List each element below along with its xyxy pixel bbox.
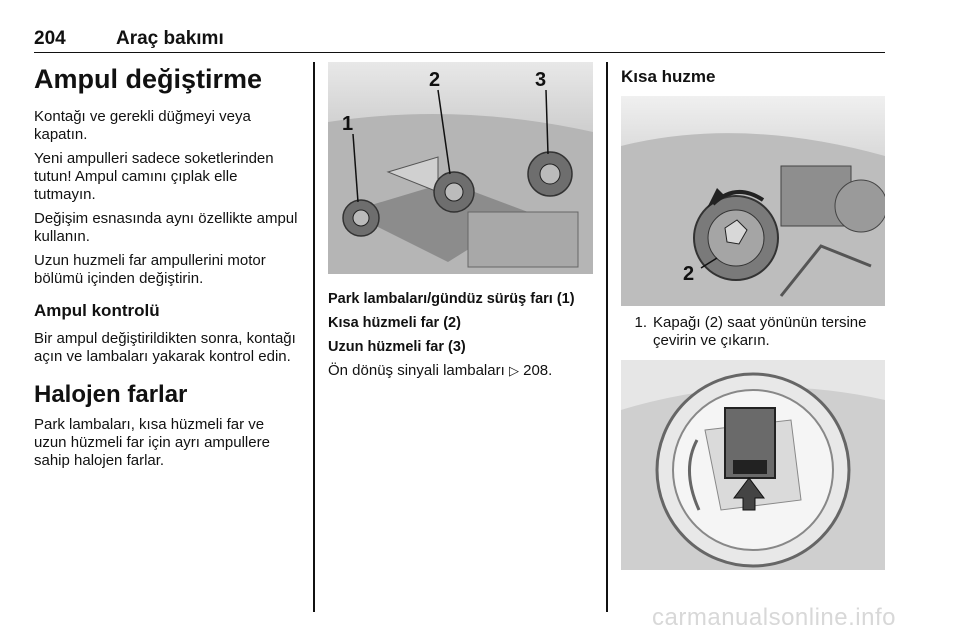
paragraph: Uzun huzmeli far ampullerini motor bölümü içinden değiştirin. <box>34 252 266 287</box>
column-divider <box>313 62 315 612</box>
headlamp-bulbs-figure <box>328 62 593 274</box>
cross-reference[interactable] <box>328 362 593 380</box>
paragraph: Yeni ampulleri sadece soketlerinden tutun! Ampul camını çıplak elle tutmayın. <box>34 150 274 203</box>
cross-reference-page: 208. <box>523 362 553 379</box>
subsection-title: Ampul kontrolü <box>34 301 160 320</box>
page-number: 204 <box>34 28 66 49</box>
step-text: Kapağı (2) saat yönünün tersine çevirin ve çıkarın. <box>653 314 867 349</box>
low-beam-cover-figure <box>621 96 885 306</box>
cross-reference-text: Ön dönüş sinyali lambaları <box>328 362 505 379</box>
paragraph: Değişim esnasında aynı özellikte ampul kullanın. <box>34 210 298 245</box>
figure-label-2: 2 <box>429 69 441 91</box>
paragraph: Kontağı ve gerekli düğmeyi veya kapatın. <box>34 108 251 143</box>
column-middle <box>328 62 593 380</box>
watermark: carmanualsonline.info <box>652 604 896 631</box>
figure-caption: Park lambaları/gündüz sürüş farı (1) <box>328 291 575 307</box>
figure-label-3: 3 <box>535 69 547 91</box>
figure-label-2: 2 <box>683 263 695 285</box>
step-number: 1. <box>634 314 647 331</box>
figure-caption: Kısa hüzmeli far (2) <box>328 315 461 331</box>
section-title: Araç bakımı <box>116 28 224 49</box>
page-title: Ampul değiştirme <box>34 64 263 94</box>
paragraph: Park lambaları, kısa hüzmeli far ve uzun hüzmeli far için ayrı ampullere sahip halojen farlar. <box>34 416 270 469</box>
paragraph: Bir ampul değiştirildikten sonra, kontağı açın ve lambaları yakarak kontrol edin. <box>34 330 296 365</box>
subsection-title: Kısa huzme <box>621 67 716 86</box>
page-header <box>34 28 885 53</box>
instruction-step <box>621 314 885 350</box>
figure-label-1: 1 <box>342 113 354 135</box>
column-left <box>34 62 300 476</box>
figure-caption: Uzun hüzmeli far (3) <box>328 339 466 355</box>
section-heading: Halojen farlar <box>34 381 188 408</box>
reference-arrow-icon: ▷ <box>508 363 519 378</box>
bulb-removal-figure <box>621 360 885 570</box>
column-right <box>621 62 885 570</box>
column-divider <box>606 62 608 612</box>
